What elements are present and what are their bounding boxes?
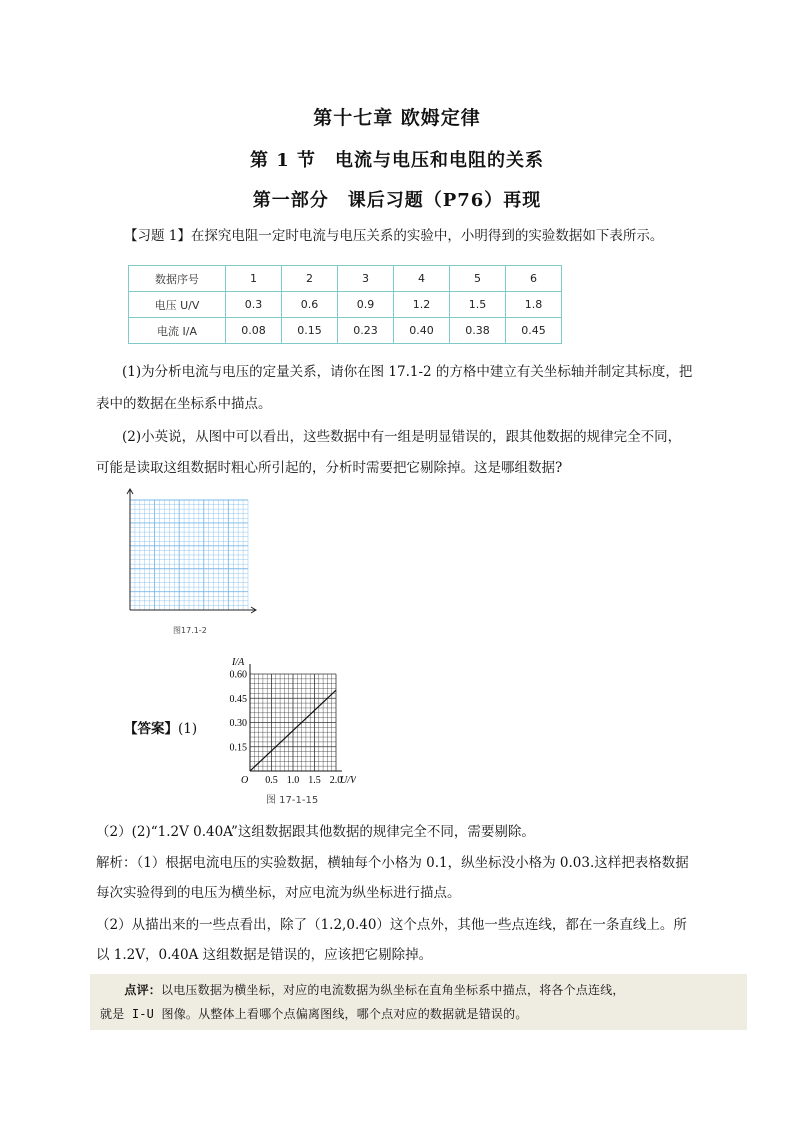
- chapter-title: 第十七章 欧姆定律: [313, 107, 481, 129]
- table-row: [129, 292, 562, 318]
- row-header-voltage: 电压 U/V: [129, 292, 226, 318]
- x-tick-label: 1.0: [286, 775, 300, 786]
- table-cell: 0.23: [338, 318, 394, 344]
- y-axis-label: I/A: [232, 657, 245, 668]
- answer-part-1: (1): [178, 721, 198, 737]
- x-tick-label: 2.0: [329, 775, 343, 786]
- figure-answer-chart: [226, 654, 356, 798]
- table-cell: 0.40: [394, 318, 450, 344]
- question-1-line-1: (1)为分析电流与电压的定量关系，请你在图 17.1-2 的方格中建立有关坐标轴并制定其标度，把: [122, 364, 693, 380]
- section-title: 第 1 节 电流与电压和电阻的关系: [249, 150, 545, 171]
- question-2-line-2: 可能是读取这组数据时粗心所引起的，分析时需要把它剔除掉。这是哪组数据?: [96, 460, 563, 476]
- answer-part-2: （2）(2)“1.2V 0.40A”这组数据跟其他数据的规律完全不同，需要剔除。: [96, 824, 535, 840]
- part-title: 第一部分 课后习题（P76）再现: [252, 190, 542, 211]
- table-cell: 0.38: [450, 318, 506, 344]
- comment-body-1: 以电压数据为横坐标，对应的电流数据为纵坐标在直角坐标系中描点，将各个点连线，: [161, 983, 625, 997]
- table-cell: 1: [226, 266, 282, 292]
- x-tick-label: 1.5: [308, 775, 321, 786]
- table-cell: 1.2: [394, 292, 450, 318]
- y-tick-label: 0.45: [229, 693, 247, 705]
- comment-label: 点评：: [124, 983, 162, 997]
- table-cell: 0.3: [226, 292, 282, 318]
- y-tick-label: 0.60: [229, 669, 247, 681]
- table-cell: 6: [506, 266, 562, 292]
- table-cell: 4: [394, 266, 450, 292]
- table-cell: 0.6: [282, 292, 338, 318]
- exercise-line: [124, 226, 663, 246]
- figure-2-caption: 图 17-1-15: [266, 795, 319, 806]
- comment-line-1: [100, 978, 740, 1002]
- answer-chart-svg: [226, 654, 356, 794]
- comment-line-2: 就是 I-U 图像。从整体上看哪个点偏离图线，哪个点对应的数据就是错误的。: [100, 1007, 528, 1021]
- table-cell: 5: [450, 266, 506, 292]
- exercise-text: 在探究电阻一定时电流与电压关系的实验中，小明得到的实验数据如下表所示。: [190, 228, 664, 244]
- table-cell: 1.5: [450, 292, 506, 318]
- figure-1-caption: 图17.1-2: [173, 626, 207, 635]
- table-cell: 2: [282, 266, 338, 292]
- table-cell: 0.45: [506, 318, 562, 344]
- analysis-line-3: （2）从描出来的一些点看出，除了（1.2,0.40）这个点外，其他一些点连线，都在一条直线上。所: [96, 917, 687, 933]
- answer-label-line: [124, 719, 197, 739]
- table-row: [129, 318, 562, 344]
- answer-label: 【答案】: [124, 721, 178, 737]
- x-tick-label: 0.5: [265, 775, 278, 786]
- table-cell: 3: [338, 266, 394, 292]
- figure-empty-grid: [120, 488, 260, 622]
- table-cell: 0.9: [338, 292, 394, 318]
- x-axis-label: U/V: [340, 775, 356, 786]
- analysis-line-2: 每次实验得到的电压为横坐标，对应电流为纵坐标进行描点。: [96, 885, 461, 901]
- table-cell: 1.8: [506, 292, 562, 318]
- comment-box: [90, 974, 747, 1030]
- comment-text: [100, 978, 740, 1026]
- exercise-label: 【习题 1】: [124, 228, 191, 244]
- empty-grid-svg: [120, 488, 260, 618]
- data-table: [128, 265, 562, 344]
- y-tick-label: 0.15: [229, 742, 247, 754]
- row-header-current: 电流 I/A: [129, 318, 226, 344]
- question-2-line-1: (2)小英说，从图中可以看出，这些数据中有一组是明显错误的，跟其他数据的规律完全不同，: [122, 429, 682, 445]
- analysis-line-4: 以 1.2V，0.40A 这组数据是错误的，应该把它剔除掉。: [96, 947, 433, 963]
- analysis-line-1: 解析：（1）根据电流电压的实验数据，横轴每个小格为 0.1，纵坐标没小格为 0.03.这样把表格数据: [96, 855, 689, 871]
- table-cell: 0.15: [282, 318, 338, 344]
- question-1-line-2: 表中的数据在坐标系中描点。: [96, 396, 272, 412]
- table-row: [129, 266, 562, 292]
- y-tick-label: 0.30: [229, 718, 247, 729]
- row-header-index: 数据序号: [129, 266, 226, 292]
- table-cell: 0.08: [226, 318, 282, 344]
- origin-label: O: [241, 775, 249, 786]
